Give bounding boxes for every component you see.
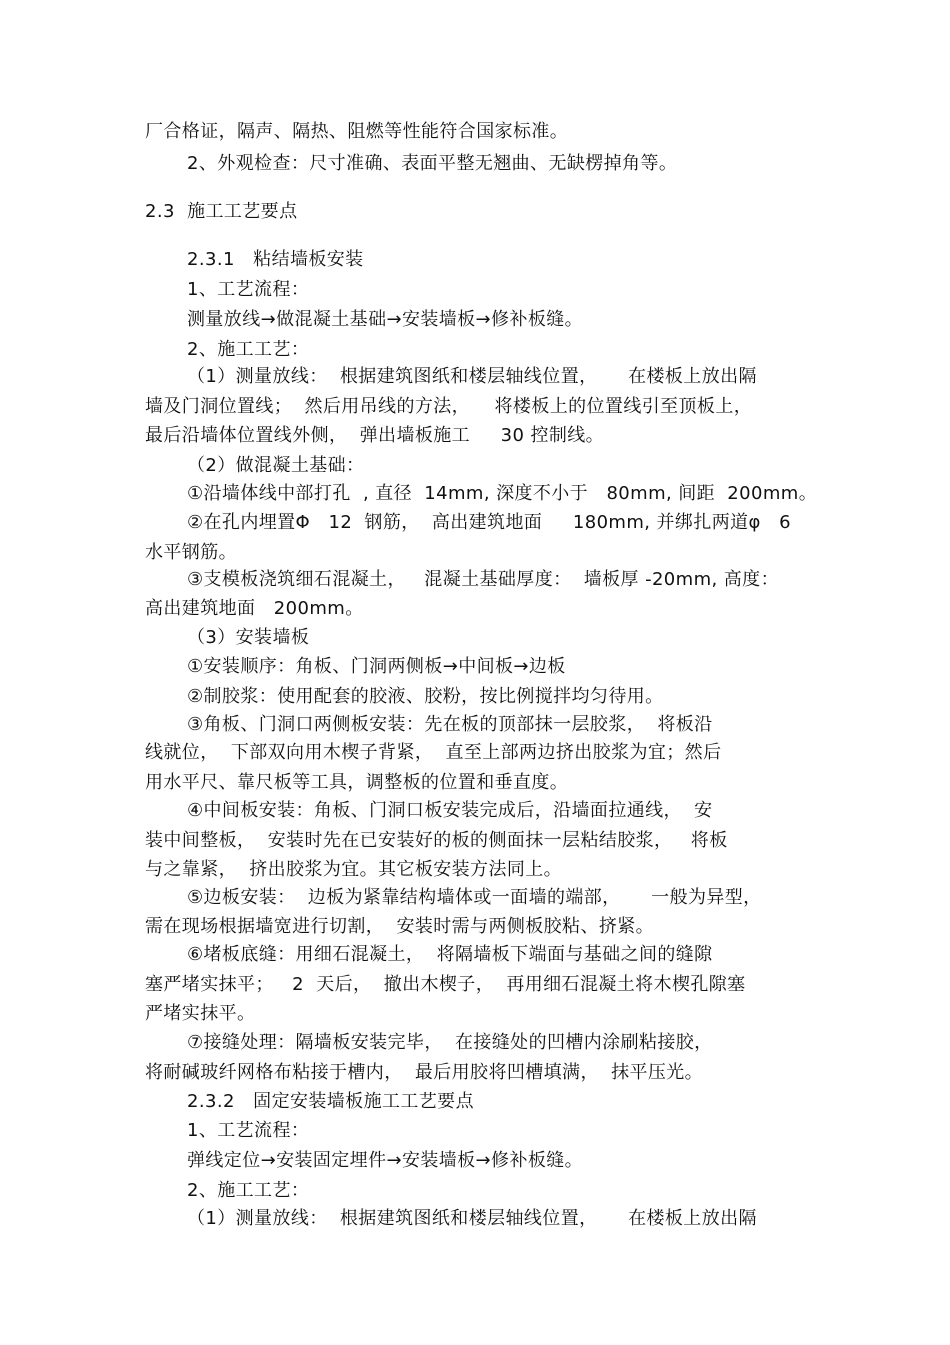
paragraph-line: 最后沿墙体位置线外侧， 弹出墙板施工 30 控制线。 [145, 425, 605, 446]
subsection-heading: 2.3.1 粘结墙板安装 [187, 249, 364, 270]
paragraph-line: 1、工艺流程： [187, 279, 310, 300]
subsection-heading: 2.3.2 固定安装墙板施工工艺要点 [187, 1091, 474, 1112]
paragraph-line: ⑥堵板底缝：用细石混凝土， 将隔墙板下端面与基础之间的缝隙 [187, 944, 713, 965]
paragraph-line: ⑦接缝处理：隔墙板安装完毕， 在接缝处的凹槽内涂刷粘接胶， [187, 1032, 713, 1053]
paragraph-line: ⑤边板安装： 边板为紧靠结构墙体或一面墙的端部， 一般为异型， [187, 887, 762, 908]
paragraph-line: 与之靠紧， 挤出胶浆为宜。其它板安装方法同上。 [145, 859, 563, 880]
paragraph-line: 2、施工工艺： [187, 1180, 310, 1201]
paragraph-line: ④中间板安装：角板、门洞口板安装完成后，沿墙面拉通线， 安 [187, 800, 713, 821]
section-heading: 2.3 施工工艺要点 [145, 201, 298, 222]
paragraph-line: 2、施工工艺： [187, 339, 310, 360]
paragraph-line: 严堵实抹平。 [145, 1003, 256, 1024]
paragraph-line: （1）测量放线： 根据建筑图纸和楼层轴线位置， 在楼板上放出隔 [187, 1208, 757, 1229]
paragraph-line: 将耐碱玻纤网格布粘接于槽内， 最后用胶将凹槽填满， 抹平压光。 [145, 1062, 704, 1083]
paragraph-line: 2、外观检查：尺寸准确、表面平整无翘曲、无缺楞掉角等。 [187, 153, 678, 174]
paragraph-line: （1）测量放线： 根据建筑图纸和楼层轴线位置， 在楼板上放出隔 [187, 366, 757, 387]
paragraph-line: 高出建筑地面 200mm。 [145, 598, 364, 619]
paragraph-line: ①安装顺序：角板、门洞两侧板→中间板→边板 [187, 656, 566, 677]
paragraph-line: 需在现场根据墙宽进行切割， 安装时需与两侧板胶粘、挤紧。 [145, 916, 655, 937]
paragraph-line: ③角板、门洞口两侧板安装：先在板的顶部抹一层胶浆， 将板沿 [187, 714, 713, 735]
paragraph-line: ②制胶浆：使用配套的胶液、胶粉，按比例搅拌均匀待用。 [187, 686, 664, 707]
paragraph-line: （3）安装墙板 [187, 627, 310, 648]
paragraph-line: 用水平尺、靠尺板等工具，调整板的位置和垂直度。 [145, 772, 569, 793]
paragraph-line: （2）做混凝土基础： [187, 455, 365, 476]
paragraph-line: 厂合格证，隔声、隔热、阻燃等性能符合国家标准。 [145, 121, 569, 142]
paragraph-line: 弹线定位→安装固定埋件→安装墙板→修补板缝。 [187, 1150, 584, 1171]
paragraph-line: 装中间整板， 安装时先在已安装好的板的侧面抹一层粘结胶浆， 将板 [145, 830, 728, 851]
paragraph-line: 1、工艺流程： [187, 1120, 310, 1141]
paragraph-line: ③支模板浇筑细石混凝土， 混凝土基础厚度： 墙板厚 -20mm, 高度： [187, 569, 779, 590]
paragraph-line: 线就位， 下部双向用木楔子背紧， 直至上部两边挤出胶浆为宜；然后 [145, 742, 722, 763]
paragraph-line: 塞严堵实抹平； 2 天后， 撤出木楔子， 再用细石混凝土将木楔孔隙塞 [145, 974, 746, 995]
paragraph-line: 测量放线→做混凝土基础→安装墙板→修补板缝。 [187, 309, 584, 330]
paragraph-line: 水平钢筋。 [145, 542, 237, 563]
paragraph-line: ①沿墙体线中部打孔 , 直径 14mm, 深度不小于 80mm, 间距 200mm。 [187, 483, 818, 504]
paragraph-line: ②在孔内埋置Φ 12 钢筋， 高出建筑地面 180mm, 并绑扎两道φ 6 [187, 512, 792, 533]
paragraph-line: 墙及门洞位置线； 然后用吊线的方法， 将楼板上的位置线引至顶板上， [145, 396, 753, 417]
